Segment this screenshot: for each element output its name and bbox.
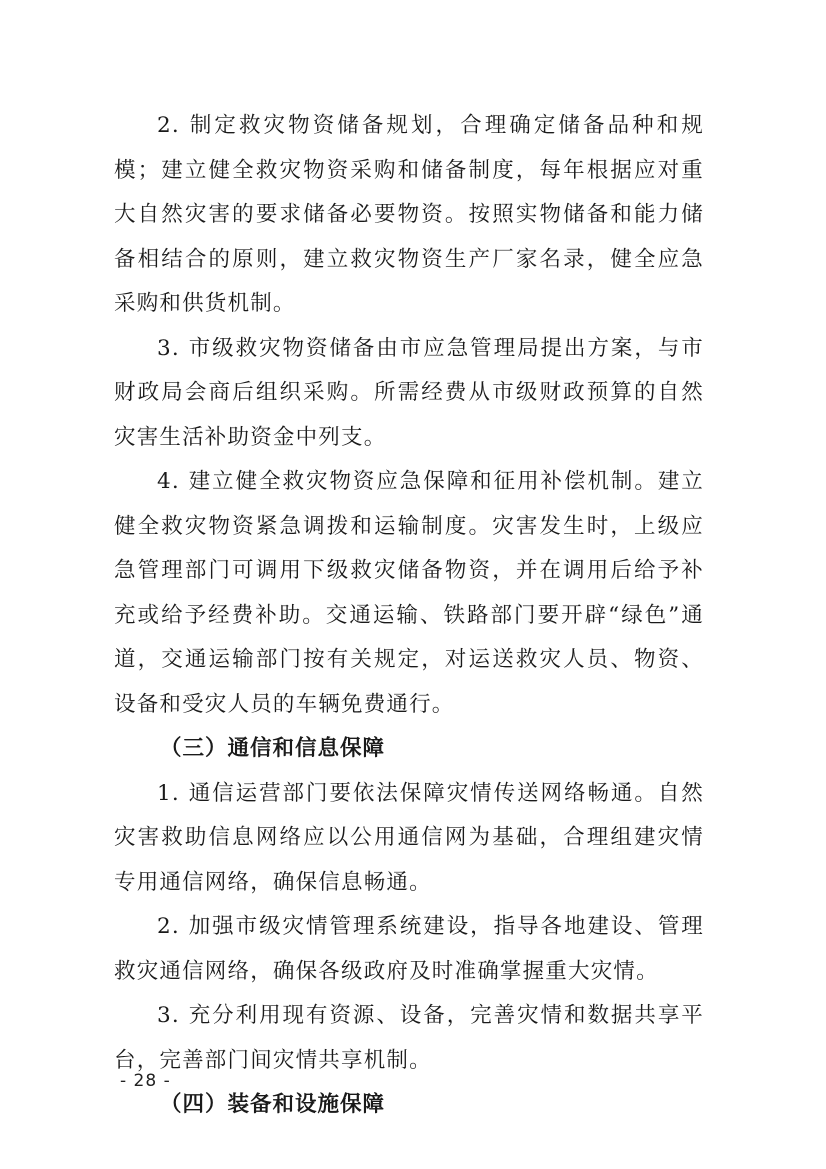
section-heading-equipment: （四）装备和设施保障 <box>160 1092 386 1117</box>
paragraph-network: 1. 通信运营部门要依法保障灾情传送网络畅通。自然灾害救助信息网络应以公用通信网为基础，合理组建灾情专用通信网络，确保信息畅通。 <box>114 780 704 895</box>
paragraph-reserve-planning: 2. 制定救灾物资储备规划，合理确定储备品种和规模；建立健全救灾物资采购和储备制度，每年根据应对重大自然灾害的要求储备必要物资。按照实物储备和能力储备相结合的原则，建立救灾物资生产厂家名录，健全应急采购和供货机制。 <box>114 113 704 316</box>
document-page <box>114 104 704 1128</box>
page-number: - 28 - <box>120 1071 171 1091</box>
paragraph-data-sharing: 3. 充分利用现有资源、设备，完善灾情和数据共享平台，完善部门间灾情共享机制。 <box>114 1003 704 1073</box>
paragraph-municipal-reserve: 3. 市级救灾物资储备由市应急管理局提出方案，与市财政局会商后组织采购。所需经费从市级财政预算的自然灾害生活补助资金中列支。 <box>114 335 704 450</box>
paragraph-emergency-guarantee: 4. 建立健全救灾物资应急保障和征用补偿机制。建立健全救灾物资紧急调拨和运输制度。灾害发生时，上级应急管理部门可调用下级救灾储备物资，并在调用后给予补充或给予经费补助。交通运输、铁路部门要开辟“绿色”通道，交通运输部门按有关规定，对运送救灾人员、物资、设备和受灾人员的车辆免费通行。 <box>114 469 704 717</box>
paragraph-disaster-system: 2. 加强市级灾情管理系统建设，指导各地建设、管理救灾通信网络，确保各级政府及时准确掌握重大灾情。 <box>114 914 704 984</box>
section-heading-communication: （三）通信和信息保障 <box>160 736 386 761</box>
